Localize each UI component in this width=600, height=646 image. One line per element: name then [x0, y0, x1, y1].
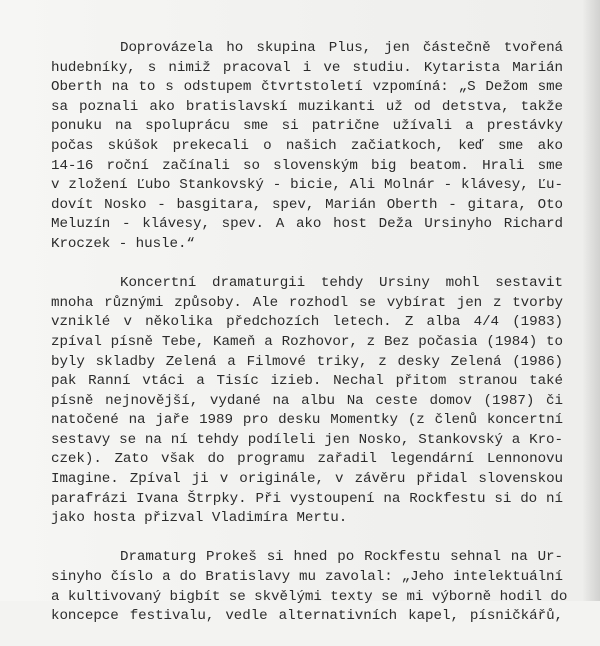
body-text [51, 39, 568, 646]
text-line: písně nejnovější, vydané na albu Na ceste domov (1987) či [51, 392, 563, 409]
text-line: zpíval písně Tebe, Kameň a Rozhovor, z Bez počasia (1984) to [51, 333, 563, 350]
paragraph-2 [51, 274, 563, 529]
text-line: Meluzín - klávesy, spev. A ako host Deža Ursinyho Richard [51, 216, 563, 233]
text-line: pak Ranní vtáci a Tisíc izieb. Nechal přitom stranou také [51, 373, 563, 390]
text-line: hudebníky, s nimiž pracoval i ve studiu. Kytarista Marián [51, 59, 563, 76]
text-line: Koncertní dramaturgii tehdy Ursiny mohl sestavit [120, 275, 563, 292]
text-line: Doprovázela ho skupina Plus, jen částečně tvořená [120, 40, 563, 56]
text-line: byly skladby Zelená a Filmové triky, z desky Zelená (1986) [51, 353, 563, 370]
text-line: sestavy se na ní tehdy podíleli jen Nosko, Stankovský a Kro- [51, 431, 563, 448]
text-line: jako hosta přizval Vladimíra Mertu. [51, 510, 348, 527]
text-line: mnoha různými způsoby. Ale rozhodl se vybírat jen z tvorby [51, 294, 563, 311]
paragraph-3 [51, 548, 568, 626]
page-spine-shadow [582, 0, 600, 601]
text-line: sa poznali ako bratislavskí muzikanti už od detstva, takže [51, 98, 563, 115]
text-line: počas skúšok prekecali o našich začiatkoch, keď sme ako [51, 137, 563, 154]
text-line: natočené na jaře 1989 pro desku Momentky (z členů koncertní [51, 412, 563, 429]
text-line: dovít Nosko - basgitara, spev, Marián Oberth - gitara, Oto [51, 196, 563, 213]
text-line: 14-16 roční začínali so slovenským big beatom. Hrali sme [51, 157, 563, 174]
text-line: a kultivovaný bigbít se skvělými texty se mi výborně hodil do [51, 588, 568, 605]
text-line: Kroczek - husle.“ [51, 235, 195, 252]
text-line: Dramaturg Prokeš si hned po Rockfestu sehnal na Ur- [120, 549, 563, 566]
text-line: vzniklé v několika předchozích letech. Z alba 4/4 (1983) [51, 314, 563, 331]
text-line: koncepce festivalu, vedle alternativních kapel, písničkářů, [51, 608, 563, 625]
text-line: v zložení Ľubo Stankovský - bicie, Ali Molnár - klávesy, Ľu- [51, 177, 563, 194]
text-line: ponuku na spoluprácu sme si patrične užívali a prestávky [51, 118, 563, 135]
text-line: Imagine. Zpíval ji v originále, v závěru přidal slovenskou [51, 471, 563, 488]
text-line: sinyho číslo a do Bratislavy mu zavolal: „Jeho intelektuální [51, 569, 563, 586]
text-line: parafrázi Ivana Štrpky. Při vystoupení na Rockfestu si do ní [51, 490, 563, 507]
text-line: czek). Zato však do programu zařadil legendární Lennonovu [51, 451, 563, 468]
text-line: Oberth na to s odstupem čtvrtstoletí vzpomíná: „S Dežom sme [51, 79, 563, 96]
paragraph-1 [51, 39, 563, 255]
